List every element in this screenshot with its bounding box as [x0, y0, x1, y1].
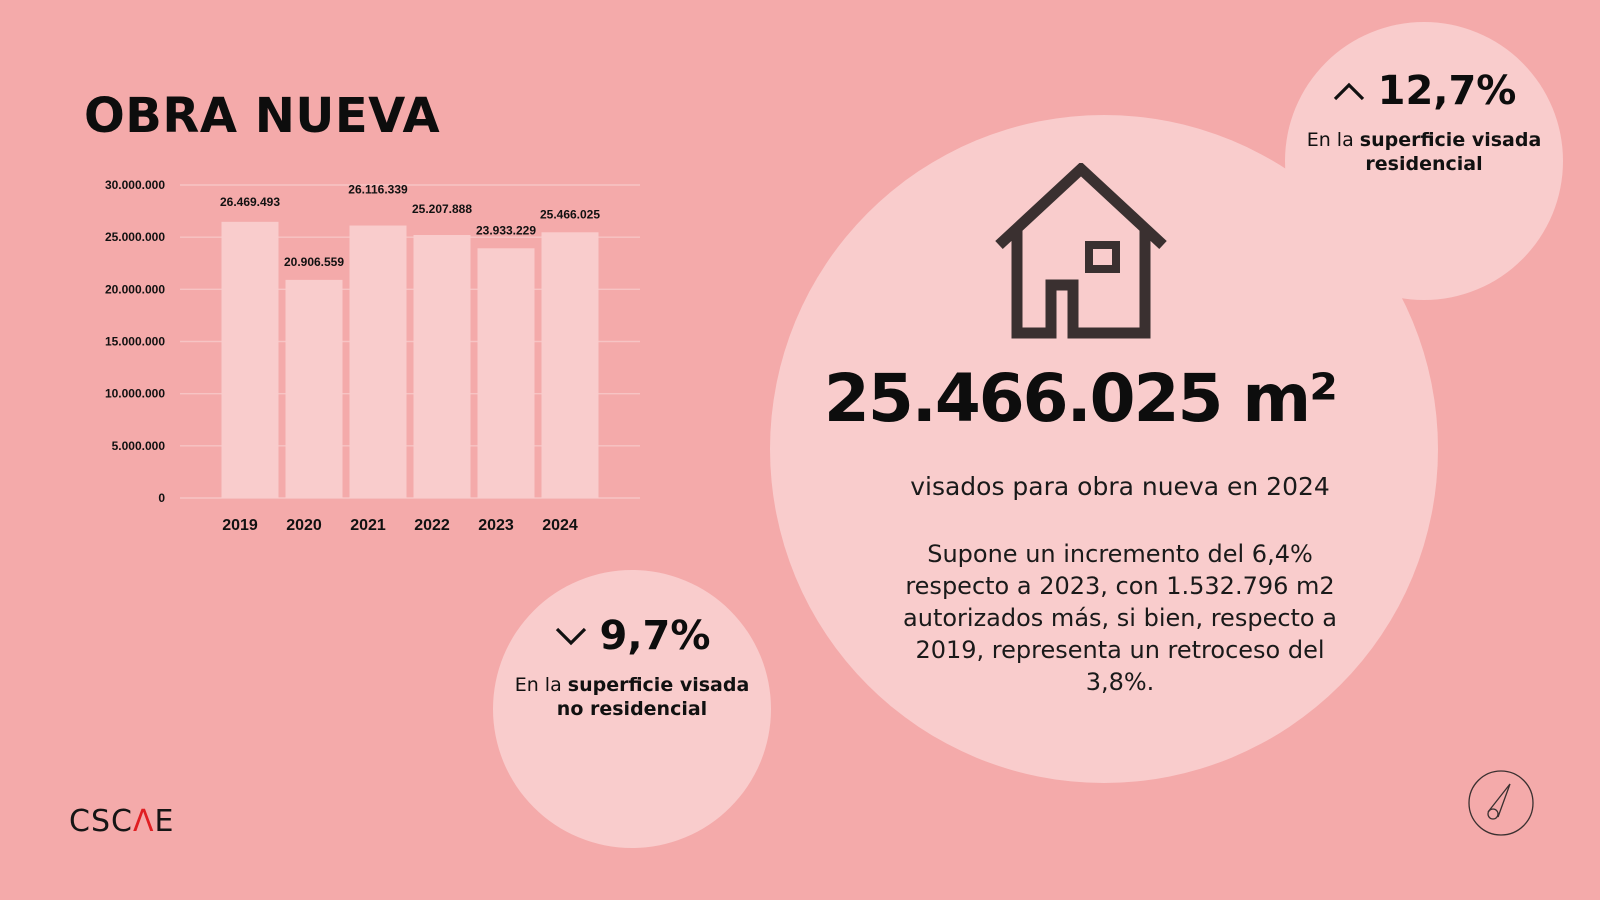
bar-chart — [0, 0, 660, 540]
y-tick-label: 15.000.000 — [104, 334, 165, 349]
chart-x-axis — [222, 517, 578, 534]
non-residential-stat-caption: En la superficie visada no residencial — [514, 674, 750, 720]
bar-2020 — [286, 280, 343, 498]
chart-y-axis — [105, 178, 165, 505]
main-stat-subtitle: visados para obra nueva en 2024 — [910, 472, 1330, 501]
data-label: 20.906.559 — [283, 254, 345, 269]
y-tick-label: 5.000.000 — [111, 438, 165, 453]
main-stat-description: Supone un incremento del 6,4% respecto a 2023, con 1.532.796 m2 autorizados más, si bien, respecto a 2019, representa un retroceso del 3,8%. — [903, 540, 1337, 696]
x-tick-label: 2021 — [350, 517, 386, 534]
y-tick-label: 25.000.000 — [104, 230, 165, 245]
non-residential-stat — [508, 613, 756, 721]
non-residential-stat-value: 9,7% — [599, 613, 711, 659]
y-tick-label: 10.000.000 — [104, 386, 165, 401]
x-tick-label: 2019 — [222, 517, 258, 534]
y-tick-label: 20.000.000 — [104, 282, 165, 297]
bar-2024 — [542, 232, 599, 498]
chevron-up-icon — [1332, 80, 1366, 102]
chart-bars — [222, 222, 599, 498]
x-tick-label: 2024 — [542, 517, 578, 534]
data-label: 23.933.229 — [475, 223, 537, 238]
data-label: 25.466.025 — [539, 207, 601, 222]
bar-2022 — [414, 235, 471, 498]
bar-2019 — [222, 222, 279, 498]
bar-2023 — [478, 248, 535, 498]
main-stat-value: 25.466.025 m² — [823, 360, 1337, 437]
x-tick-label: 2023 — [478, 517, 514, 534]
residential-stat-value: 12,7% — [1377, 68, 1517, 114]
page-title: OBRA NUEVA — [84, 88, 441, 144]
data-label: 26.469.493 — [219, 194, 281, 209]
y-tick-label: 30.000.000 — [104, 178, 165, 192]
chevron-down-icon — [554, 625, 588, 647]
residential-stat — [1300, 68, 1548, 176]
bar-2021 — [350, 226, 407, 498]
x-tick-label: 2022 — [414, 517, 450, 534]
house-icon — [993, 163, 1169, 339]
data-label: 25.207.888 — [411, 201, 473, 216]
cscae-logo: CSC Λ E — [69, 804, 175, 839]
y-tick-label: 0 — [158, 491, 165, 505]
x-tick-label: 2020 — [286, 517, 322, 534]
residential-stat-caption: En la superficie visada residencial — [1306, 129, 1542, 175]
data-label: 26.116.339 — [348, 182, 408, 197]
compass-icon — [1466, 768, 1536, 838]
